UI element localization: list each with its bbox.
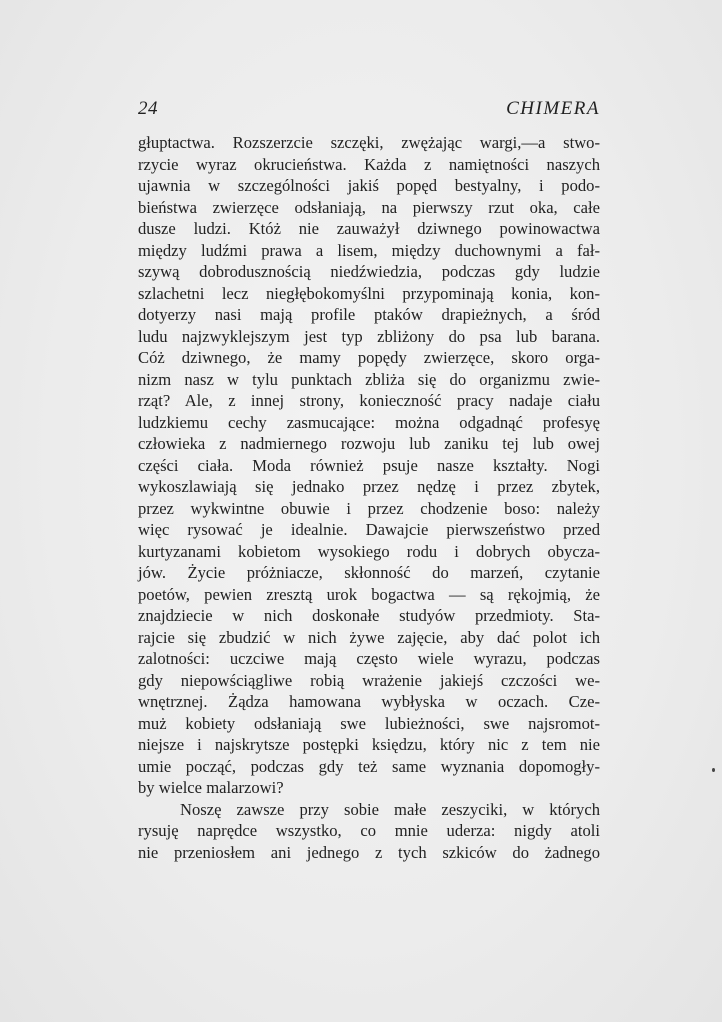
text-line: dusze ludzi. Któż nie zauważył dziwnego powinowactwa — [138, 219, 600, 238]
text-line: ludu najzwyklejszym jest typ zbliżony do psa lub barana. — [138, 326, 600, 346]
text-line: umie począć, podczas gdy też same wyznania dopomogły- — [138, 756, 600, 776]
running-head — [138, 98, 600, 124]
paper-speck — [712, 768, 715, 772]
body-text — [138, 132, 600, 863]
text-line: rząt? Ale, z innej strony, konieczność pracy nadaje ciału — [138, 391, 600, 410]
text-line: zalotności: uczciwe mają często wiele wyrazu, podczas — [138, 649, 600, 668]
text-line: wnętrznej. Żądza hamowana wybłyska w oczach. Cze- — [138, 692, 600, 711]
text-line: znajdziecie w nich doskonałe studyów przedmioty. Sta- — [138, 606, 600, 625]
text-line: wykoszlawiają się jednako przez nędzę i przez zbytek, — [138, 477, 600, 496]
paragraph-end-line: by wielce malarzowi? — [138, 778, 284, 797]
text-line: niejsze i najskrytsze postępki księdzu, który nic z tem nie — [138, 735, 600, 754]
text-line: człowieka z nadmiernego rozwoju lub zaniku tej lub owej — [138, 434, 600, 453]
running-title: CHIMERA — [506, 98, 600, 119]
text-line: muż kobiety odsłaniają swe lubieżności, swe najsromot- — [138, 713, 600, 733]
text-line: szlachetni lecz niegłębokomyślni przypominają konia, kon- — [138, 283, 600, 303]
text-line: ujawnia w szczególności jakiś popęd bestyalny, i podo- — [138, 176, 600, 195]
text-line: gdy niepowściągliwe robią wrażenie jakiejś czczości we- — [138, 670, 600, 690]
text-line: ludzkiemu cechy zasmucające: można odgadnąć profesyę — [138, 412, 600, 432]
page-number: 24 — [138, 98, 158, 119]
text-line: głuptactwa. Rozszerzcie szczęki, zwężając wargi,—a stwo- — [138, 133, 600, 152]
text-line: poetów, pewien zresztą urok bogactwa — są rękojmią, że — [138, 584, 600, 604]
paragraph-start-line: Noszę zawsze przy sobie małe zeszyciki, w których — [180, 799, 600, 819]
text-line: nizm nasz w tylu punktach zbliża się do organizmu zwie- — [138, 369, 600, 389]
text-line: więc rysować je idealnie. Dawajcie pierwszeństwo przed — [138, 520, 600, 539]
text-line: przez wykwintne obuwie i przez chodzenie boso: należy — [138, 498, 600, 518]
text-line: jów. Życie próżniacze, skłonność do marzeń, czytanie — [138, 563, 600, 582]
text-line: części ciała. Moda również psuje nasze kształty. Nogi — [138, 455, 600, 475]
text-line: między ludźmi prawa a lisem, między duchownymi a fał- — [138, 240, 600, 260]
text-line: Cóż dziwnego, że mamy popędy zwierzęce, skoro orga- — [138, 348, 600, 367]
text-line: rzycie wyraz okrucieństwa. Każda z namiętności naszych — [138, 154, 600, 174]
text-line: bieństwa zwierzęce odsłaniają, na pierwszy rzut oka, całe — [138, 197, 600, 217]
text-line: rysuję naprędce wszystko, co mnie uderza: nigdy atoli — [138, 821, 600, 840]
text-line: kurtyzanami kobietom wysokiego rodu i dobrych obycza- — [138, 541, 600, 561]
text-line: dotyerzy nasi mają profile ptaków drapieżnych, a śród — [138, 305, 600, 324]
text-line: nie przeniosłem ani jednego z tych szkiców do żadnego — [138, 842, 600, 862]
text-line: rajcie się zbudzić w nich żywe zajęcie, aby dać polot ich — [138, 627, 600, 647]
text-line: szywą dobrodusznością niedźwiedzia, podczas gdy ludzie — [138, 262, 600, 281]
